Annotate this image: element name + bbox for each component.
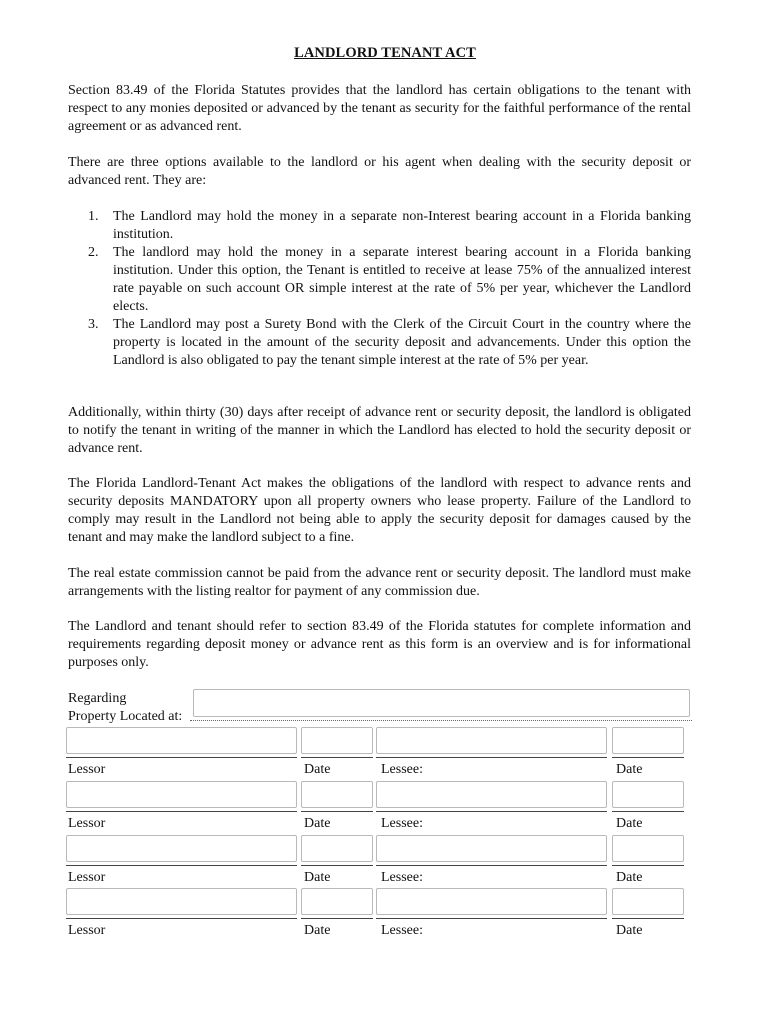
signature-line	[301, 811, 373, 812]
date2-label: Date	[616, 870, 643, 885]
lessee-signature-field[interactable]	[376, 835, 607, 862]
signature-line	[612, 865, 684, 866]
signature-line	[376, 757, 607, 758]
property-underline	[190, 720, 692, 721]
lessee-label: Lessee:	[381, 816, 423, 831]
lessee-date-field[interactable]	[612, 888, 684, 915]
signature-line	[66, 865, 297, 866]
signature-line	[66, 811, 297, 812]
paragraph-section-83-49: Section 83.49 of the Florida Statutes provides that the landlord has certain obligations to the tenant with respect to any monies deposited or advanced by the tenant as security for the faithful performance of the rental agreement or as advanced rent.	[68, 83, 691, 134]
lessor-label: Lessor	[68, 923, 106, 938]
lessee-label: Lessee:	[381, 923, 423, 938]
list-item	[68, 208, 691, 244]
date1-label: Date	[304, 762, 331, 777]
lessor-signature-field[interactable]	[66, 888, 297, 915]
document-title: LANDLORD TENANT ACT	[294, 45, 476, 61]
date1-label: Date	[304, 923, 331, 938]
signature-line	[301, 757, 373, 758]
regarding-label-block	[68, 690, 182, 726]
lessee-signature-field[interactable]	[376, 888, 607, 915]
date1-label: Date	[304, 816, 331, 831]
lessor-label: Lessor	[68, 870, 106, 885]
lessee-signature-field[interactable]	[376, 781, 607, 808]
date1-label: Date	[304, 870, 331, 885]
signature-line	[376, 811, 607, 812]
options-list	[68, 208, 691, 370]
property-address-field[interactable]	[193, 689, 690, 717]
lessee-date-field[interactable]	[612, 835, 684, 862]
list-item-number: 1.	[88, 209, 99, 224]
paragraph-mandatory: The Florida Landlord-Tenant Act makes the obligations of the landlord with respect to advance rents and security deposits MANDATORY upon all property owners who lease property. Failure of the Landlord to comply may result in the Landlord not being able to apply the security deposit for damages caused by the tenant and may make the landlord subject to a fine.	[68, 476, 691, 545]
lessee-date-field[interactable]	[612, 727, 684, 754]
signature-line	[376, 865, 607, 866]
property-located-label: Property Located at:	[68, 709, 183, 724]
list-item-number: 3.	[88, 317, 99, 332]
list-item-text: The Landlord may post a Surety Bond with the Clerk of the Circuit Court in the country where the property is located in the amount of the security deposit and advancements. Under this option the Landlord is also obligated to pay the tenant simple interest at the rate of 5% per year.	[113, 317, 691, 368]
lessor-label: Lessor	[68, 816, 106, 831]
date2-label: Date	[616, 816, 643, 831]
lessee-date-field[interactable]	[612, 781, 684, 808]
list-item-text: The landlord may hold the money in a separate interest bearing account in a Florida banking institution. Under this option, the Tenant is entitled to receive at lease 75% of the annualized interest rate payable on such account OR simple interest at the rate of 5% per year, whichever the Landlord elects.	[113, 245, 691, 314]
lessor-date-field[interactable]	[301, 781, 373, 808]
signature-line	[612, 918, 684, 919]
paragraph-commission: The real estate commission cannot be paid from the advance rent or security deposit. The landlord must make arrangements with the listing realtor for payment of any commission due.	[68, 566, 691, 599]
paragraph-three-options: There are three options available to the landlord or his agent when dealing with the security deposit or advanced rent. They are:	[68, 155, 691, 188]
paragraph-refer-statutes: The Landlord and tenant should refer to section 83.49 of the Florida statutes for complete information and requirements regarding deposit money or advance rent as this form is an overview and is for informational purposes only.	[68, 619, 691, 670]
date2-label: Date	[616, 923, 643, 938]
list-item-text: The Landlord may hold the money in a separate non-Interest bearing account in a Florida banking institution.	[113, 209, 691, 242]
lessor-signature-field[interactable]	[66, 835, 297, 862]
signature-line	[66, 918, 297, 919]
list-item-number: 2.	[88, 245, 99, 260]
list-item	[68, 316, 691, 370]
lessor-date-field[interactable]	[301, 835, 373, 862]
date2-label: Date	[616, 762, 643, 777]
regarding-label: Regarding	[68, 691, 127, 706]
lessor-label: Lessor	[68, 762, 106, 777]
list-item	[68, 244, 691, 316]
signature-line	[612, 757, 684, 758]
lessee-label: Lessee:	[381, 870, 423, 885]
lessor-date-field[interactable]	[301, 727, 373, 754]
lessee-signature-field[interactable]	[376, 727, 607, 754]
lessee-label: Lessee:	[381, 762, 423, 777]
lessor-date-field[interactable]	[301, 888, 373, 915]
signature-line	[301, 865, 373, 866]
signature-line	[301, 918, 373, 919]
paragraph-notification: Additionally, within thirty (30) days after receipt of advance rent or security deposit, the landlord is obligated to notify the tenant in writing of the manner in which the Landlord has elected to hold the security deposit or advance rent.	[68, 405, 691, 456]
signature-line	[612, 811, 684, 812]
lessor-signature-field[interactable]	[66, 781, 297, 808]
lessor-signature-field[interactable]	[66, 727, 297, 754]
signature-line	[66, 757, 297, 758]
signature-line	[376, 918, 607, 919]
